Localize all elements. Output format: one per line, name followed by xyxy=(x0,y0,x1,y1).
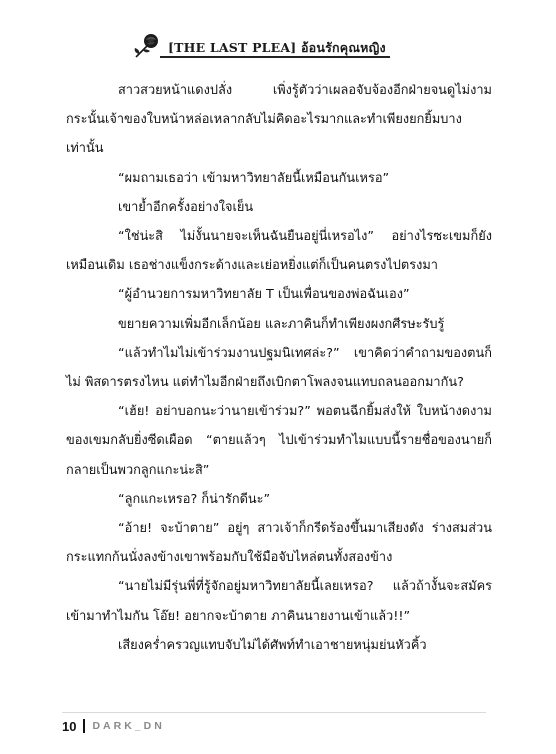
page-body xyxy=(66,76,492,660)
author-name: DARK_DN xyxy=(92,720,165,732)
paragraph: “ผู้อำนวยการมหาวิทยาลัย T เป็นเพื่อนของพ่อฉันเอง” xyxy=(118,287,410,303)
footer-divider xyxy=(83,719,85,733)
header-title: [THE LAST PLEA] อ้อนรักคุณหญิง xyxy=(168,40,386,55)
paragraph: สาวสวยหน้าแดงปลั่ง เพิ่งรู้ตัวว่าเผลอจับจ้องอีกฝ่ายจนดูไม่งาม กระนั้นเจ้าของใบหน้าหล่อเหลากลับไม่คิดอะไรมากและทำเพียงยกยิ้มบาง เท่านั้น xyxy=(66,83,492,157)
paragraph: “ผมถามเธอว่า เข้ามหาวิทยาลัยนี้เหมือนกันเหรอ” xyxy=(118,170,390,186)
paragraph: เสียงคร่ำครวญแทบจับไม่ได้ศัพท์ทำเอาชายหนุ่มย่นหัวคิ้ว xyxy=(118,637,427,653)
paragraph: “เฮ้ย! อย่าบอกนะว่านายเข้าร่วม?” พอตนฉีกยิ้มส่งให้ ใบหน้างดงาม ของเขมกลับยิ่งซีดเผือด “ตายแล้วๆ ไปเข้าร่วมทำไมแบบนี้รายชื่อของนายก็ กลายเป็นพวกลูกแกะน่ะสิ” xyxy=(66,404,492,478)
header-rule xyxy=(160,56,390,58)
paragraph: “แล้วทำไมไม่เข้าร่วมงานปฐมนิเทศล่ะ?” เขาคิดว่าคำถามของตนก็ไม่ พิสดารตรงไหน แต่ทำไมอีกฝ่ายถึงเบิกตาโพลงจนแทบถลนออกมากัน? xyxy=(66,345,492,391)
paragraph: “อ้าย! จะบ้าตาย” อยู่ๆ สาวเจ้าก็กรีดร้องขึ้นมาเสียงดัง ร่างสมส่วน กระแทกก้นนั่งลงข้างเขาพร้อมกับใช้มือจับไหล่ตนทั้งสองข้าง xyxy=(66,521,492,566)
page-number: 10 xyxy=(62,718,77,734)
paragraph: ขยายความเพิ่มอีกเล็กน้อย และภาคินก็ทำเพียงผงกศีรษะรับรู้ xyxy=(118,316,445,332)
page-footer xyxy=(62,716,165,736)
paragraph: เขาย้ำอีกครั้งอย่างใจเย็น xyxy=(118,199,254,215)
rose-icon xyxy=(130,30,162,62)
paragraph: “นายไม่มีรุ่นพี่ที่รู้จักอยู่มหาวิทยาลัยนี้เลยเหรอ? แล้วถ้างั้นจะสมัคร เข้ามาทำไมกัน โอ๊ย! อยากจะบ้าตาย ภาคินนายงานเข้าแล้ว!!” xyxy=(66,579,492,624)
page-header xyxy=(0,26,556,66)
footer-rule xyxy=(62,712,486,713)
paragraph: “ใช่น่ะสิ ไม่งั้นนายจะเห็นฉันยืนอยู่นี่เหรอไง” อย่างไรซะเขมก็ยัง เหมือนเดิม เธอช่างแข็งกระด้างและเย่อหยิ่งแต่ก็เป็นคนตรงไปตรงมา xyxy=(66,229,492,274)
paragraph: “ลูกแกะเหรอ? ก็น่ารักดีนะ” xyxy=(118,491,271,507)
